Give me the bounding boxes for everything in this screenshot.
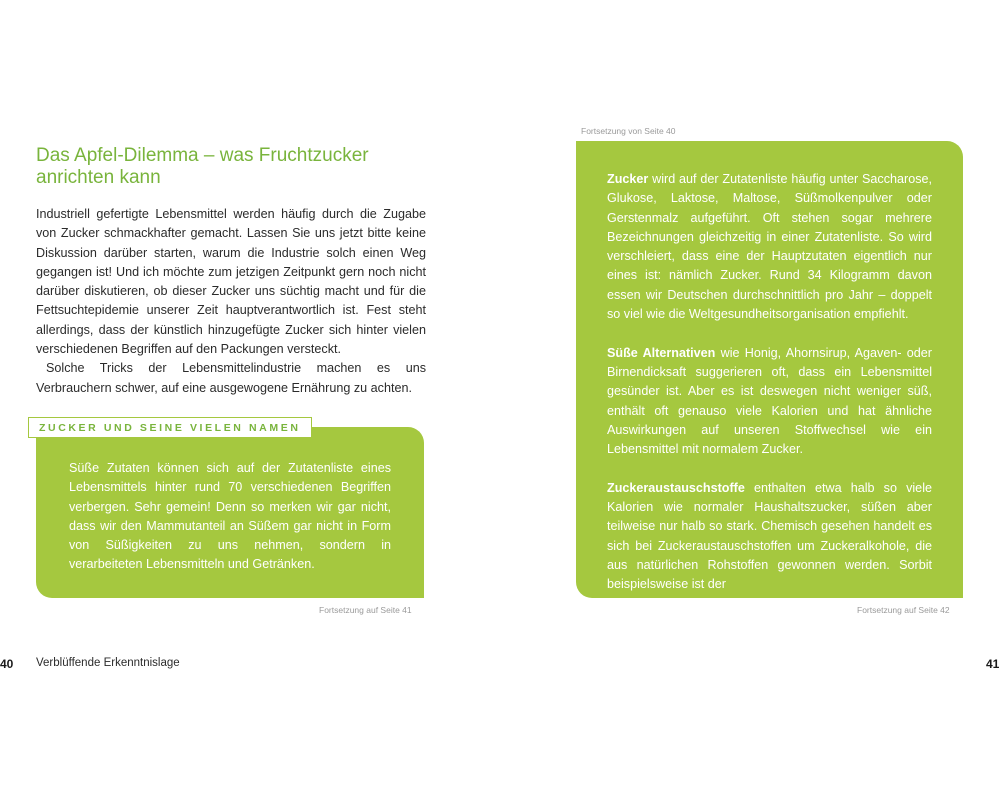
paragraph bbox=[607, 479, 932, 595]
paragraph-text: wird auf der Zutatenliste häufig unter Saccharose, Glukose, Laktose, Maltose, Süßmolkenpulver oder Gerstenmalz aufgeführt. Oft stehen sogar mehrere Bezeichnungen gleichzeitig in einer Zutatenliste. So wird verschleiert, dass eine der Hauptzutaten eigentlich nur eines ist: nämlich Zucker. Rund 34 Kilogramm davon essen wir Deutschen durchschnittlich pro Jahr – doppelt so viel wie die Weltgesundheitsorganisation empfiehlt. bbox=[607, 172, 932, 322]
page-heading: Das Apfel-Dilemma – was Fruchtzucker anrichten kann bbox=[36, 145, 369, 188]
body-text-left bbox=[36, 205, 426, 398]
paragraph bbox=[607, 344, 932, 460]
page-number-right: 41 bbox=[986, 657, 1000, 671]
term-zucker: Zucker bbox=[607, 172, 649, 186]
term-zuckeraustauschstoffe: Zuckeraustauschstoffe bbox=[607, 480, 745, 495]
continued-from-note: Fortsetzung von Seite 40 bbox=[581, 126, 676, 136]
term-suesse-alternativen: Süße Alternativen bbox=[607, 345, 716, 360]
info-box-text: Süße Zutaten können sich auf der Zutatenliste eines Lebensmittels hinter rund 70 verschiedenen Begriffen verbergen. Sehr gemein! Denn so merken wir gar nicht, dass wir den Mammutanteil an Süßem gar nicht in Form von Süßigkeiten zu uns nehmen, sondern in verarbeiteten Lebensmitteln und Getränken. bbox=[69, 461, 391, 572]
continuation-note: Fortsetzung auf Seite 41 bbox=[319, 605, 412, 615]
info-box-right-text bbox=[607, 170, 932, 614]
paragraph-text: enthalten etwa halb so viele Kalorien wie normaler Haushaltszucker, süßen aber teilweise nur halb so stark. Chemisch gesehen handelt es sich bei Zuckeraustauschstoffen um Zuckeralkohole, die aus natürlichen Rohstoffen gewonnen werden. Sorbit beispielsweise ist der bbox=[607, 480, 932, 592]
paragraph bbox=[607, 170, 932, 324]
paragraph: Solche Tricks der Lebensmittelindustrie machen es uns Verbrauchern schwer, auf eine ausgewogene Ernährung zu achten. bbox=[36, 361, 426, 395]
paragraph-text: wie Honig, Ahornsirup, Agaven- oder Birnendicksaft suggerieren oft, dass ein Lebensmittel gesünder ist. Aber es ist deswegen nicht weniger süß, enthält oft genauso viele Kalorien und hat ähnliche Auswirkungen auf unseren Stoffwechsel wie ein Lebensmittel mit normalem Zucker. bbox=[607, 345, 933, 457]
continuation-note: Fortsetzung auf Seite 42 bbox=[857, 605, 950, 615]
running-title: Verblüffende Erkenntnislage bbox=[36, 657, 180, 669]
page-number-left: 40 bbox=[0, 657, 14, 671]
paragraph: Industriell gefertigte Lebensmittel werden häufig durch die Zugabe von Zucker schmackhafter gemacht. Lassen Sie uns jetzt bitte keine Diskussion darüber starten, warum die Industrie solch einen Weg gegangen ist! Und ich möchte zum jetzigen Zeitpunkt gern noch nicht darüber diskutieren, ob dieser Zucker uns süchtig macht und für die Fettsuchtepidemie unserer Zeit hauptverantwortlich ist. Fest steht allerdings, dass der künstlich hinzugefügte Zucker sich hinter vielen verschiedenen Begriffen auf den Packungen versteckt. bbox=[36, 207, 426, 357]
info-box-label: ZUCKER UND SEINE VIELEN NAMEN bbox=[28, 417, 312, 438]
